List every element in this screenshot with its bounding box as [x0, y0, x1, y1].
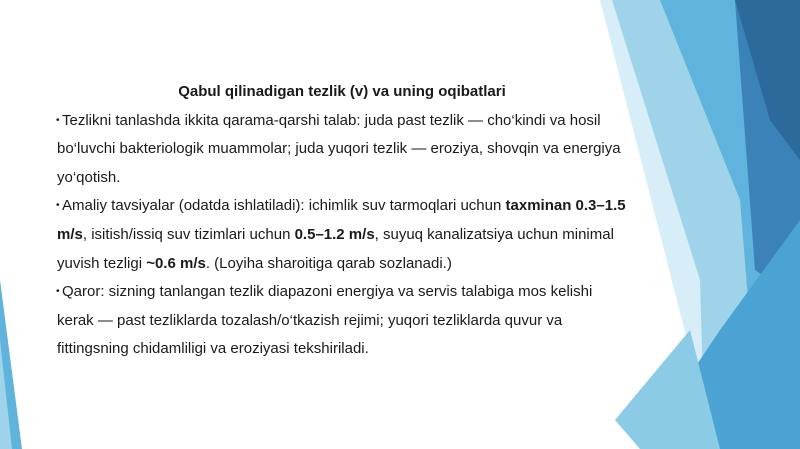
- text-segment: , suyuq kanalizatsiya uchun minimal yuvish tezligi: [57, 225, 614, 272]
- bullet-marker: •: [56, 286, 60, 298]
- bullet-marker: •: [56, 200, 60, 212]
- bold-text-segment: 0.5–1.2 m/s: [294, 225, 375, 243]
- text-segment: Qaror: sizning tanlangan tezlik diapazoni energiya va servis talabiga mos kelishi kerak — past tezliklarda tozalash/o‘tkazish rejimi; yuqori tezliklarda quvur va fittingsning chidamliligi va eroziyasi tekshiriladi.: [57, 283, 593, 358]
- bold-text-segment: ~0.6 m/s: [146, 254, 206, 272]
- slide-title: Qabul qilinadigan tezlik (v) va uning oqibatlari: [178, 83, 506, 100]
- slide-content: [57, 78, 627, 364]
- bullet-paragraph: [57, 107, 627, 193]
- bold-text-segment: taxminan 0.3–1.5 m/s: [57, 197, 626, 243]
- bullet-marker: •: [56, 114, 60, 126]
- text-segment: Amaliy tavsiyalar (odatda ishlatiladi): ichimlik suv tarmoqlari uchun: [62, 197, 506, 215]
- text-segment: Tezlikni tanlashda ikkita qarama-qarshi talab: juda past tezlik — cho‘kindi va hosil bo‘luvchi bakteriologik muammolar; juda yuqori tezlik — eroziya, shovqin va energiya yo‘qotish.: [57, 111, 621, 186]
- bullet-paragraph: [57, 278, 627, 364]
- bullet-paragraph: [57, 192, 627, 278]
- text-segment: , isitish/issiq suv tizimlari uchun: [82, 225, 295, 243]
- text-segment: . (Loyiha sharoitiga qarab sozlanadi.): [205, 254, 452, 272]
- bullet-list: [57, 107, 627, 364]
